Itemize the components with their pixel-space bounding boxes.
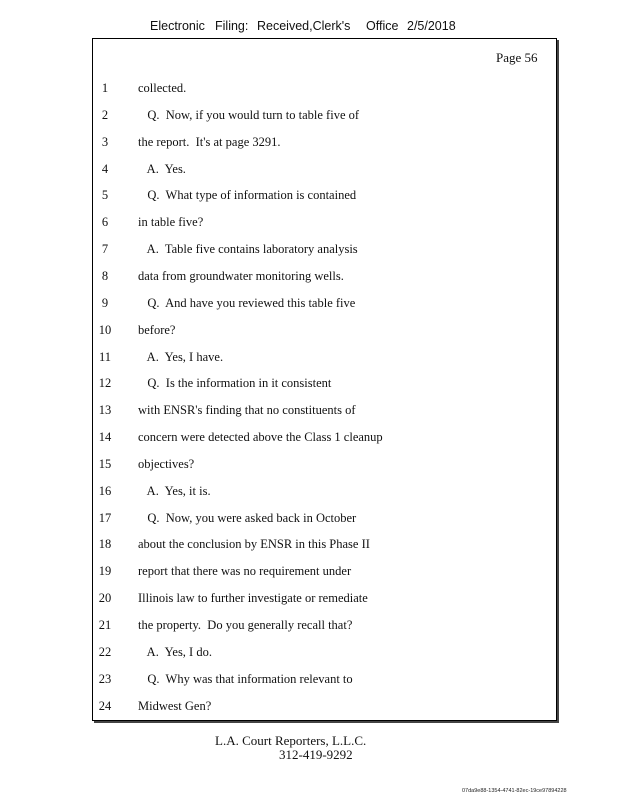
- line-number: 12: [98, 376, 112, 391]
- line-text: objectives?: [138, 456, 195, 471]
- line-number: 22: [98, 644, 112, 659]
- line-number: 3: [101, 134, 109, 149]
- line-text: Q. Why was that information relevant to: [138, 671, 353, 686]
- line-number: 1: [101, 81, 109, 95]
- line-text: A. Yes.: [138, 161, 186, 176]
- line-number: 11: [98, 349, 112, 364]
- reporter-phone: 312-419-9292: [279, 747, 353, 762]
- line-number: 23: [98, 671, 112, 686]
- document-id: 07da9e88-1354-4741-82ec-19ce97894228: [462, 788, 567, 794]
- line-text: the report. It's at page 3291.: [138, 134, 281, 149]
- line-number: 18: [98, 537, 112, 552]
- line-text: about the conclusion by ENSR in this Phase II: [138, 537, 370, 552]
- line-text: before?: [138, 322, 176, 337]
- page-number: Page 56: [496, 50, 538, 65]
- line-text: Q. Now, if you would turn to table five of: [138, 107, 360, 122]
- line-text: A. Yes, I have.: [138, 349, 224, 364]
- line-text: Illinois law to further investigate or remediate: [138, 591, 368, 606]
- line-text: the property. Do you generally recall that?: [138, 618, 353, 632]
- line-number: 4: [101, 161, 109, 176]
- line-number: 9: [101, 295, 109, 310]
- line-number: 15: [98, 456, 112, 471]
- line-number: 5: [101, 188, 109, 203]
- line-number: 7: [101, 242, 109, 257]
- reporter-company: L.A. Court Reporters, L.L.C.: [215, 733, 367, 748]
- line-text: Q. Now, you were asked back in October: [138, 510, 357, 525]
- stamp-word-office: Office: [366, 19, 399, 33]
- line-text: Q. And have you reviewed this table five: [138, 295, 356, 310]
- line-text: Q. Is the information in it consistent: [138, 376, 332, 391]
- line-number: 10: [98, 322, 112, 337]
- stamp-word-filing: Filing:: [215, 19, 249, 33]
- line-text: concern were detected above the Class 1 cleanup: [138, 430, 383, 445]
- line-text: Midwest Gen?: [138, 698, 212, 713]
- stamp-word-received: Received,Clerk's: [257, 19, 351, 33]
- line-text: Q. What type of information is contained: [138, 188, 357, 203]
- line-number: 21: [98, 618, 112, 632]
- line-number: 14: [98, 430, 112, 445]
- line-number: 6: [101, 215, 109, 230]
- line-text: A. Table five contains laboratory analysis: [138, 242, 358, 257]
- line-number: 17: [98, 510, 112, 525]
- stamp-date: 2/5/2018: [407, 19, 456, 33]
- line-number: 24: [98, 698, 112, 713]
- line-text: A. Yes, I do.: [138, 644, 212, 659]
- stamp-word-electronic: Electronic: [150, 19, 205, 33]
- line-text: collected.: [138, 81, 187, 95]
- line-number: 16: [98, 483, 112, 498]
- line-number: 8: [101, 268, 109, 283]
- line-number: 19: [98, 564, 112, 579]
- line-text: in table five?: [138, 215, 204, 230]
- line-text: report that there was no requirement under: [138, 564, 352, 579]
- line-number: 20: [98, 591, 112, 606]
- line-number: 13: [98, 403, 112, 418]
- line-text: A. Yes, it is.: [138, 483, 211, 498]
- line-text: with ENSR's finding that no constituents of: [138, 403, 356, 418]
- line-number: 2: [101, 107, 109, 122]
- line-text: data from groundwater monitoring wells.: [138, 268, 344, 283]
